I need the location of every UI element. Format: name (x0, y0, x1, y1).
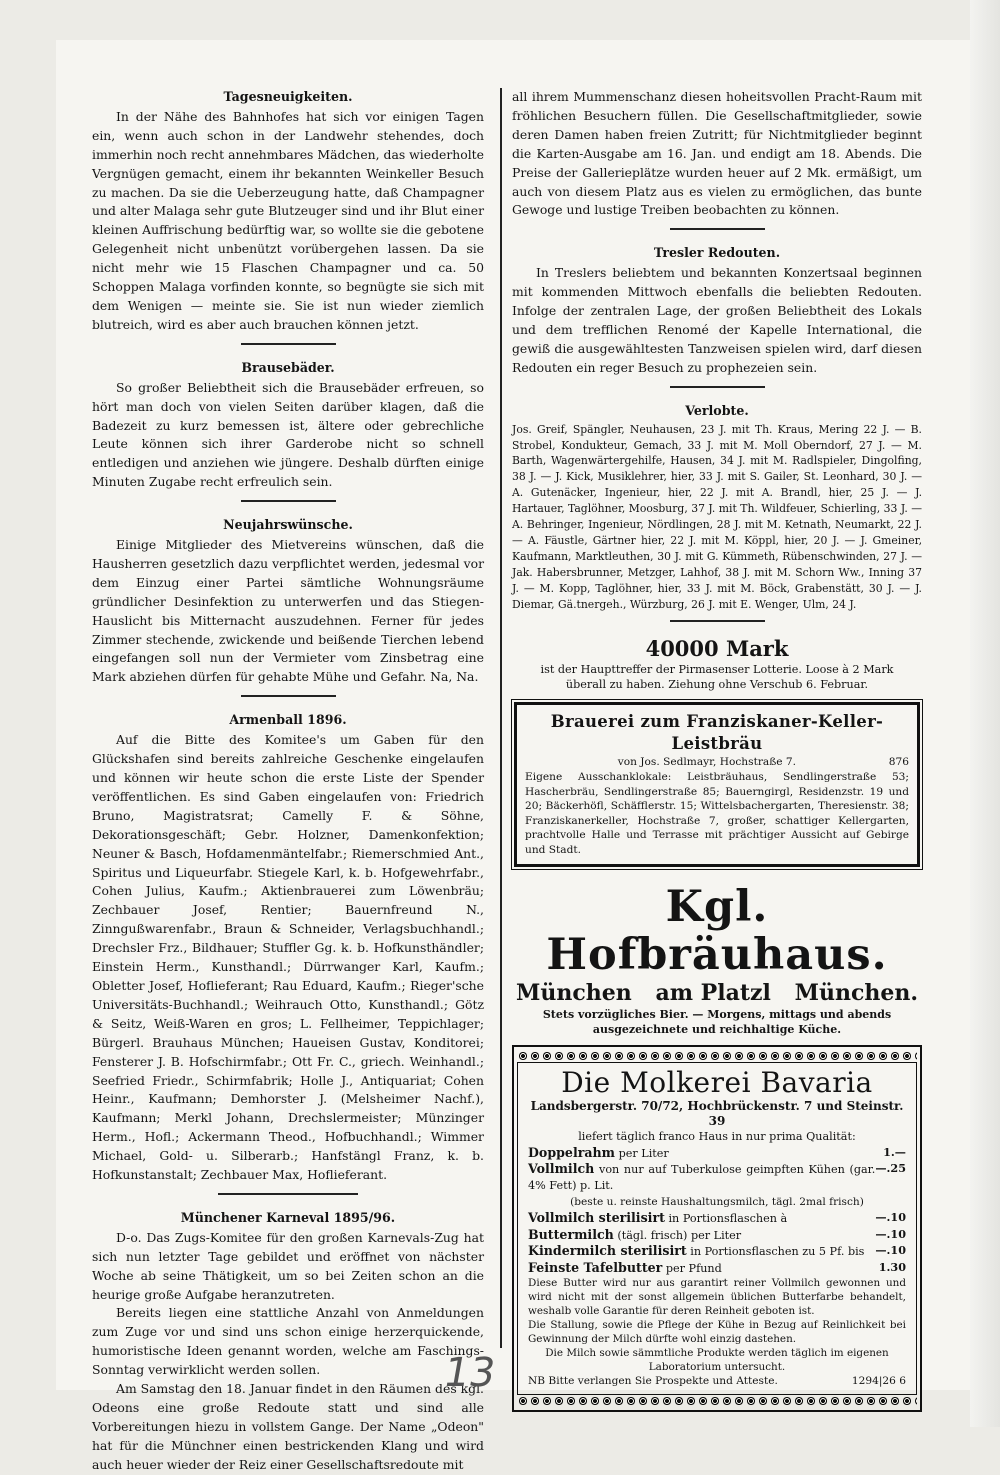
article-armenball: Auf die Bitte des Komitee's um Gaben für den Glückshafen sind bereits zahlreiche Geschenke eingelaufen und können wir heute schon die erste Liste der Spender veröffentlichen. Es sind Gaben eingelaufen von: Friedrich Bruno, Magistratsrat; Camelly F. & Söhne, Dekorationsgeschäft; Gebr. Holzner, Damenkonfektion; Neuner & Basch, Hofdamenmäntelfabr.; Riemerschmied Ant., Spiritus und Liqueurfabr. Stiegele Karl, k. b. Hofgewehrfabr., Cohen Julius, Kaufm.; Aktienbrauerei zum Löwenbräu; Zechbauer Josef, Rentier; Bauernfreund N., Zinngußwarenfabr., Braun & Schneider, Verlagsbuchhandl.; Drechsler Frz., Bildhauer; Stuffler Gg. k. b. Hofkunsthändler; Einstein Herm., Kunsthandl.; Dürrwanger Karl, Kaufm.; Obletter Josef, Hoflieferant; Rau Eduard, Kaufm.; Rieger'sche Universitäts-Buchhandl.; Weihrauch Otto, Kunsthandl.; Götz & Seitz, Weiß-Waren en gros; L. Fellheimer, Teppichlager; Bürgerl. Brauhaus München; Haueisen Gustav, Konditorei; Fensterer J. B. Hofschirmfabr.; Ott Fr. C., griech. Weinhandl.; Seefried Friedr., Schirmfabrik; Holle J., Antiquariat; Cohen Heinr., Kaufmann; Demhorster J. (Melsheimer Nachf.), Kaufmann; Merkl Johann, Drechslermeister; Münzinger Herm., Hofl.; Ackermann Theod., Hofbuchhandl.; Wimmer Michael, Gold- u. Silberarb.; Hanfstängl Franz, k. b. Hofkunstanstalt; Zechbauer Max, Hoflieferant. (92, 732, 484, 1183)
article-neujahrswuensche: Einige Mitglieder des Mietvereins wünschen, daß die Hausherren gesetzlich dazu verpflichtet werden, jedesmal vor dem Einzug einer Partei sämtliche Wohnungsräume gründlicher Desinfektion zu unterwerfen und das Stiegen-Hauslicht bis Mitternacht auszudehnen. Ferner für jedes Zimmer stechende, zwickende und beißende Tierchen lebend eingefangen soll nun der Vermieter vom Zinsbetrag eine Mark abziehen dürfen für gehabte Mühe und Gefahr. Na, Na. (92, 537, 484, 685)
heading-tagesneuigkeiten: Tagesneuigkeiten. (223, 89, 353, 104)
price-value: —.10 (875, 1210, 906, 1225)
heading-brausebaeder: Brausebäder. (241, 359, 335, 375)
molkerei-address: Landsbergerstr. 70/72, Hochbrückenstr. 7 und Steinstr. 39 (530, 1098, 904, 1129)
molkerei-ad-inner (517, 1062, 917, 1395)
price-value: 1.30 (878, 1259, 906, 1274)
price-value: 1.— (883, 1144, 906, 1159)
price-value: —.10 (875, 1226, 906, 1241)
article-continuation: all ihrem Mummenschanz diesen hoheitsvollen Pracht-Raum mit fröhlichen Besuchern füllen. Die Gesellschaftmitglieder, sowie deren Damen haben freien Zutritt; für Nichtmitglieder beginnt die Karten-Ausgabe am 16. Jan. und endigt am 18. Abends. Die Preise der Gallerieplätze wurden heuer auf 2 Mk. ermäßigt, um auch von diesem Platz aus es vielen zu ermöglichen, das bunte Gewoge und lustige Treiben beobachten zu können. (512, 89, 922, 218)
price-item-desc: (beste u. reinste Haushaltungsmilch, tägl. 2mal frisch) (570, 1196, 864, 1209)
chain-border-bottom (517, 1395, 917, 1407)
page-edge (970, 0, 1000, 1427)
divider (670, 386, 765, 388)
price-item-name: Buttermilch (528, 1226, 614, 1242)
price-row (528, 1227, 906, 1243)
hofbraeuhaus-subtitle (512, 979, 922, 1007)
verlobte-list: Jos. Greif, Spängler, Neuhausen, 23 J. mit Th. Kraus, Mering 22 J. — B. Strobel, Kondukteur, Gemach, 33 J. mit M. Moll Oberndorf, 27 J. — M. Barth, Wagenwärtergehilfe, Hausen, 34 J. mit M. Radlspieler, Dingolfing, 38 J. — J. Kick, Musiklehrer, hier, 33 J. mit S. Gailer, St. Leonhard, 30 J. — A. Gutenäcker, Ingenieur, hier, 22 J. mit A. Brandl, hier, 25 J. — J. Hartauer, Taglöhner, Moosburg, 37 J. mit Th. Wildfeuer, Schierling, 33 J. — A. Behringer, Ingenieur, Nördlingen, 28 J. mit M. Ketnath, Neumarkt, 22 J. — A. Fäustle, Gärtner hier, 22 J. mit M. Köppl, hier, 20 J. — J. Gmeiner, Kaufmann, Marktleuthen, 30 J. mit G. Kümmeth, Rübenschwinden, 27 J. — Jak. Habersbrunner, Metzger, Lahhof, 38 J. mit M. Schorn Ww., Inning 37 J. — M. Kopp, Taglöhner, hier, 33 J. mit M. Böck, Grabenstätt, 30 J. — J. Diemar, Gä.tnergeh., Würzburg, 26 J. mit E. Wenger, Ulm, 24 J. (512, 422, 922, 611)
price-item-name: Feinste Tafelbutter (528, 1259, 663, 1275)
article-karneval-3: Am Samstag den 18. Januar findet in den Räumen des kgl. Odeons eine große Redoute statt und sind alle Vorbereitungen hiezu in vollstem Gange. Der Name „Odeon" hat für die Münchner einen bestrickenden Klang und wird auch heuer wieder der Reiz einer Gesellschaftsredoute mit (92, 1381, 484, 1472)
lottery-ad-line2: überall zu haben. Ziehung ohne Verschub 6. Februar. (565, 678, 869, 692)
divider (670, 228, 765, 230)
hofbraeuhaus-title: Kgl. Hofbräuhaus. (546, 881, 888, 980)
price-item-desc: (tägl. frisch) per Liter (617, 1228, 742, 1242)
price-row (528, 1210, 906, 1226)
molkerei-intro: liefert täglich franco Haus in nur prima Qualität: (578, 1130, 856, 1144)
brewery-ad-title: Brauerei zum Franziskaner-Keller-Leistbräu (550, 712, 884, 754)
brewery-ad-owner (525, 755, 909, 770)
price-value: —.10 (875, 1243, 906, 1258)
heading-armenball: Armenball 1896. (229, 712, 347, 728)
price-row (528, 1243, 906, 1259)
article-karneval-2: Bereits liegen eine stattliche Anzahl von Anmeldungen zum Zuge vor und sind uns schon einige herzerquickende, humoristische Ideen genannt worden, welche am Faschings-Sonntag verwirklicht werden sollen. (92, 1305, 484, 1378)
heading-karneval: Münchener Karneval 1895/96. (180, 1209, 396, 1225)
price-item-desc: in Portionsflaschen à (668, 1212, 788, 1226)
divider (241, 500, 336, 502)
molkerei-price-list (528, 1145, 906, 1276)
heading-tresler: Tresler Redouten. (653, 245, 781, 261)
molkerei-footer (528, 1374, 906, 1389)
price-item (528, 1210, 787, 1226)
price-item (528, 1243, 864, 1259)
price-item (528, 1260, 722, 1276)
price-item-name: Kindermilch sterilisirt (528, 1243, 687, 1259)
price-row (528, 1161, 906, 1193)
divider (218, 1193, 358, 1195)
brewery-ad (514, 702, 920, 866)
price-item (570, 1193, 864, 1210)
hofbraeuhaus-line2: ausgezeichnete und reichhaltige Küche. (592, 1022, 842, 1036)
price-item-desc: in Portionsflaschen zu 5 Pf. bis (690, 1245, 865, 1259)
price-item-desc: von nur auf Tuberkulose geimpften Kühen (gar. 4% Fett) p. Lit. (528, 1163, 876, 1192)
heading-verlobte: Verlobte. (685, 402, 749, 418)
divider (241, 695, 336, 697)
molkerei-code: 1294|26 6 (851, 1375, 906, 1388)
price-row (528, 1145, 906, 1161)
hofbraeuhaus-city-left: München (516, 979, 632, 1006)
price-row (528, 1193, 906, 1210)
brewery-ad-code: 876 (888, 756, 909, 769)
article-brausebaeder: So großer Beliebtheit sich die Brausebäder erfreuen, so hört man doch von vielen Seiten darüber klagen, daß die Badezeit zu kurz bemessen ist, ältere oder gebrechliche Leute können sich ihrer Garderobe nicht so schnell entledigen und anziehen wie jüngere. Deshalb dürften einige Minuten Zugabe recht erfreulich sein. (92, 379, 484, 490)
price-item-name: Vollmilch (528, 1161, 595, 1177)
price-value: —.25 (875, 1161, 906, 1176)
price-row (528, 1260, 906, 1276)
column-divider (500, 88, 502, 1348)
left-column (92, 88, 484, 1475)
article-karneval-1: D-o. Das Zugs-Komitee für den großen Karnevals-Zug hat sich nun letzter Tage gebildet und eröffnet von nächster Woche ab seine Thätigkeit, um so bei Zeiten schon an die heurige große Aufgabe heranzutreten. (92, 1229, 484, 1302)
hofbraeuhaus-city-right: München. (794, 979, 918, 1006)
price-item (528, 1227, 741, 1243)
divider (241, 343, 336, 345)
hofbraeuhaus-place: am Platzl (655, 979, 771, 1006)
article-tresler: In Treslers beliebtem und bekannten Konzertsaal beginnen mit kommenden Mittwoch ebenfalls die beliebten Redouten. Infolge der zentralen Lage, der großen Beliebtheit des Lokals und dem trefflichen Renomé der Kapelle International, die gewiß die ausgewähltesten Tanzweisen spielen wird, darf diesen Redouten ein reger Besuch zu prophezeien sein. (512, 265, 922, 375)
price-item-desc: per Pfund (665, 1261, 722, 1275)
price-item-name: Vollmilch sterilisirt (528, 1210, 665, 1226)
molkerei-text-3: Die Milch sowie sämmtliche Produkte werden täglich im eigenen Laboratorium untersucht. (545, 1347, 889, 1374)
chain-border-top (517, 1050, 917, 1062)
price-item-desc: per Liter (618, 1146, 669, 1160)
lottery-ad-line1: ist der Haupttreffer der Pirmasenser Lotterie. Loose à 2 Mark (540, 663, 894, 677)
price-item-name: Doppelrahm (528, 1144, 616, 1160)
article-tagesneuigkeiten: In der Nähe des Bahnhofes hat sich vor einigen Tagen ein, wenn auch schon in der Landwehr stehendes, doch immerhin noch recht annehmbares Mädchen, das wiederholte Vergnügen gemacht, einem ihr bekannten Weinkeller Besuch zu machen. Da sie die Ueberzeugung hatte, daß Champagner und alter Malaga sehr gute Blutzeuger sind und ihr Blut einer kleinen Auffrischung bedürftig war, so wollte sie die gebotene Gelegenheit nicht unbenützt vorübergehen lassen. Da sie nicht mehr wie 15 Flaschen Champagner und ca. 50 Schoppen Malaga vorfinden konnte, so begnügte sie sich mit dem Wenigen — meinte sie. Sie ist nun wieder ziemlich blutreich, wird es aber auch brauchen können jetzt. (92, 108, 484, 332)
right-column (512, 88, 922, 1412)
molkerei-text-2: Die Stallung, sowie die Pflege der Kühe in Bezug auf Reinlichkeit bei Gewinnung der Milch dürfte wohl einzig dastehen. (528, 1319, 906, 1346)
lottery-ad-title: 40000 Mark (645, 636, 789, 662)
hofbraeuhaus-line1: Stets vorzügliches Bier. — Morgens, mittags und abends (542, 1007, 892, 1021)
brewery-ad-address: von Jos. Sedlmayr, Hochstraße 7. (617, 756, 797, 769)
molkerei-text-1: Diese Butter wird nur aus garantirt reiner Vollmilch gewonnen und wird nicht mit der sonst allgemein üblichen Butterfarbe behandelt, weshalb volle Garantie für deren Reinheit geboten ist. (528, 1277, 906, 1318)
page-number: 13 (439, 1350, 499, 1396)
heading-neujahrswuensche: Neujahrswünsche. (223, 517, 353, 533)
divider (670, 620, 765, 622)
molkerei-title: Die Molkerei Bavaria (561, 1065, 873, 1099)
molkerei-ad (512, 1045, 922, 1412)
brewery-ad-body: Eigene Ausschanklokale: Leistbräuhaus, Sendlingerstraße 53; Hascherbräu, Sendlingerstraße 85; Bauerngirgl, Residenzstr. 19 und 20; Bäckerhöfl, Schäfflerstr. 15; Wittelsbachergarten, Theresienstr. 38; Franziskanerkeller, Hochstraße 7, großer, schattiger Kellergarten, prachtvolle Halle und Terrasse mit prächtiger Aussicht auf Gebirge und Stadt. (525, 771, 909, 857)
price-item (528, 1161, 875, 1193)
molkerei-nb: NB Bitte verlangen Sie Prospekte und Atteste. (528, 1375, 778, 1388)
price-item (528, 1145, 669, 1161)
